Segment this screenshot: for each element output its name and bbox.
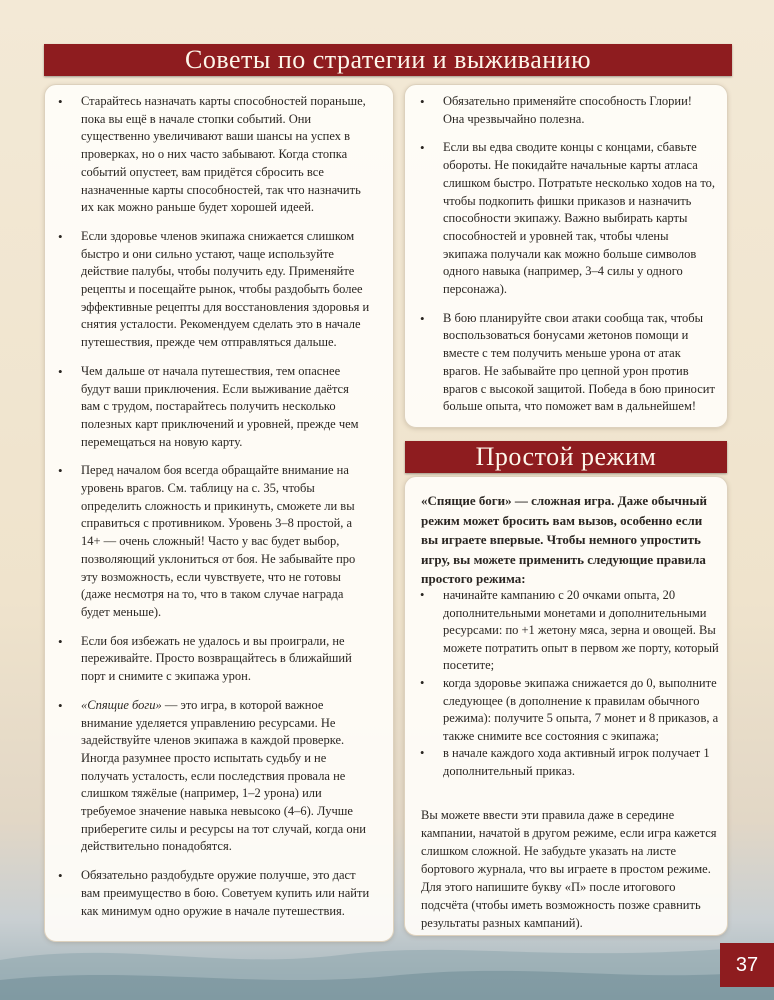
simple-mode-rules: [420, 587, 721, 781]
list-item: • Чем дальше от начала путешествия, тем опаснее будут ваши приключения. Если выживание даётся вам с трудом, постарайтесь получить несколько полезных карт приключений и уровней, прежде чем перемещаться на новую карту.: [58, 363, 359, 449]
bullet-icon: •: [420, 588, 425, 602]
list-item: • Обязательно раздобудьте оружие получше, это даст вам преимущество в бою. Советуем купить или найти как минимум одно оружие в начале путешествия.: [58, 868, 370, 918]
bullet-icon: •: [58, 228, 63, 244]
simple-mode-heading: Простой режим: [405, 441, 727, 473]
bullet-icon: •: [420, 675, 425, 690]
bullet-icon: •: [58, 697, 63, 713]
right-tips-list: [420, 93, 715, 427]
page-number: 37: [720, 943, 774, 987]
simple-mode-outro: Вы можете ввести эти правила даже в середине кампании, начатой в другом режиме, если игра кажется слишком сложной. Не забудьте указать на листе бортового журнала, что вы играете в простом режиме. Для этого напишите букву «П» после итогового подсчёта (чтобы иметь возможность позже сравнить результаты разных кампаний).: [421, 808, 717, 930]
bullet-icon: •: [420, 140, 425, 156]
simple-mode-intro: «Спящие боги» — сложная игра. Даже обычный режим может бросить вам вызов, особенно если вы играете впервые. Чтобы немного упростить игру, вы можете применить следующие правила простого режима:: [421, 493, 708, 587]
list-item: • в начале каждого хода активный игрок получает 1 дополнительный приказ.: [420, 746, 710, 778]
list-item: • Старайтесь назначать карты способностей пораньше, пока вы ещё в начале стопки событий. Они существенно увеличивают ваши шансы на успех в проверках, но о них часто забывают. Когда стопка событий опустеет, вам придётся сбросить все назначенные карты способностей, так что назначить их как можно раньше будет хорошей идеей.: [58, 94, 366, 215]
bullet-icon: •: [58, 868, 63, 884]
list-item: • Обязательно применяйте способность Глории! Она чрезвычайно полезна.: [420, 94, 692, 126]
bullet-icon: •: [420, 310, 425, 326]
list-item: • «Спящие боги» — это игра, в которой важное внимание уделяется управлению ресурсами. Не задействуйте членов экипажа в каждой проверке. Иногда разумнее просто испытать судьбу и не получать усталость, если последствия провала не слишком тяжёлые (например, 1–2 урона) или требуемое значение навыка невысоко (4–6). Лучше приберегите силы и ресурсы на тот случай, когда они действительно понадобятся.: [58, 697, 366, 854]
page-title: Советы по стратегии и выживанию: [44, 44, 732, 76]
game-title: «Спящие боги»: [81, 697, 162, 712]
bullet-icon: •: [58, 363, 63, 379]
list-item: • В бою планируйте свои атаки сообща так, чтобы воспользоваться бонусами жетонов помощи и вместе с тем получить меньше урона от атак врагов. Не забывайте про цепной урон против врагов с высокой защитой. Победа в бою приносит больше опыта, что поможет вам в дальнейшем!: [420, 310, 715, 414]
list-item: • Если боя избежать не удалось и вы проиграли, не переживайте. Просто возвращайтесь в ближайший порт и снимите с экипажа урон.: [58, 633, 352, 684]
list-item: • Перед началом боя всегда обращайте внимание на уровень врагов. См. таблицу на с. 35, чтобы определить сложность и прикинуть, сможете ли вы справиться с противником. Уровень 3–8 простой, а 14+ — очень сложный! Часто у вас будет выбор, позволяющий уклониться от боя. Не забывайте про эту возможность, если чувствуете, что не готовы (даже несмотря на то, что в таком случае награда будет меньше).: [58, 463, 356, 619]
bullet-icon: •: [420, 746, 425, 761]
list-item: • начинайте кампанию с 20 очками опыта, 20 дополнительными монетами и дополнительными ресурсами: по +1 жетону мяса, зерна и овощей. Вы можете потратить опыт в первом же порту, который посетите;: [420, 588, 719, 673]
list-item: • Если вы едва сводите концы с концами, сбавьте обороты. Не покидайте начальные карты атласа слишком быстро. Потратьте несколько ходов на то, чтобы подкопить фишки приказов и назначить способности экипажу. Важно выбирать карты способностей и уровней так, чтобы члены экипажа получали как можно больше символов одного навыка (например, 3–4 силы у одного персонажа).: [420, 140, 715, 297]
bullet-icon: •: [420, 94, 425, 109]
bullet-icon: •: [58, 633, 63, 649]
list-item: • Если здоровье членов экипажа снижается слишком быстро и они сильно устают, чаще используйте действие палубы, чтобы получить еду. Применяйте рецепты и посещайте рынок, чтобы раздобыть более эффективные рецепты для восстановления здоровья и снятия усталости. Рекомендуем сделать это в начале путешествия, прежде чем отправляться дальше.: [58, 228, 370, 350]
list-item: • когда здоровье экипажа снижается до 0, выполните следующее (в дополнение к правилам обычного режима): получите 5 опыта, 7 монет и 8 приказов, а также снимите все состояния с экипажа;: [420, 675, 719, 743]
left-tips-list: [58, 93, 371, 931]
bullet-icon: •: [58, 94, 63, 109]
bullet-icon: •: [58, 463, 63, 479]
